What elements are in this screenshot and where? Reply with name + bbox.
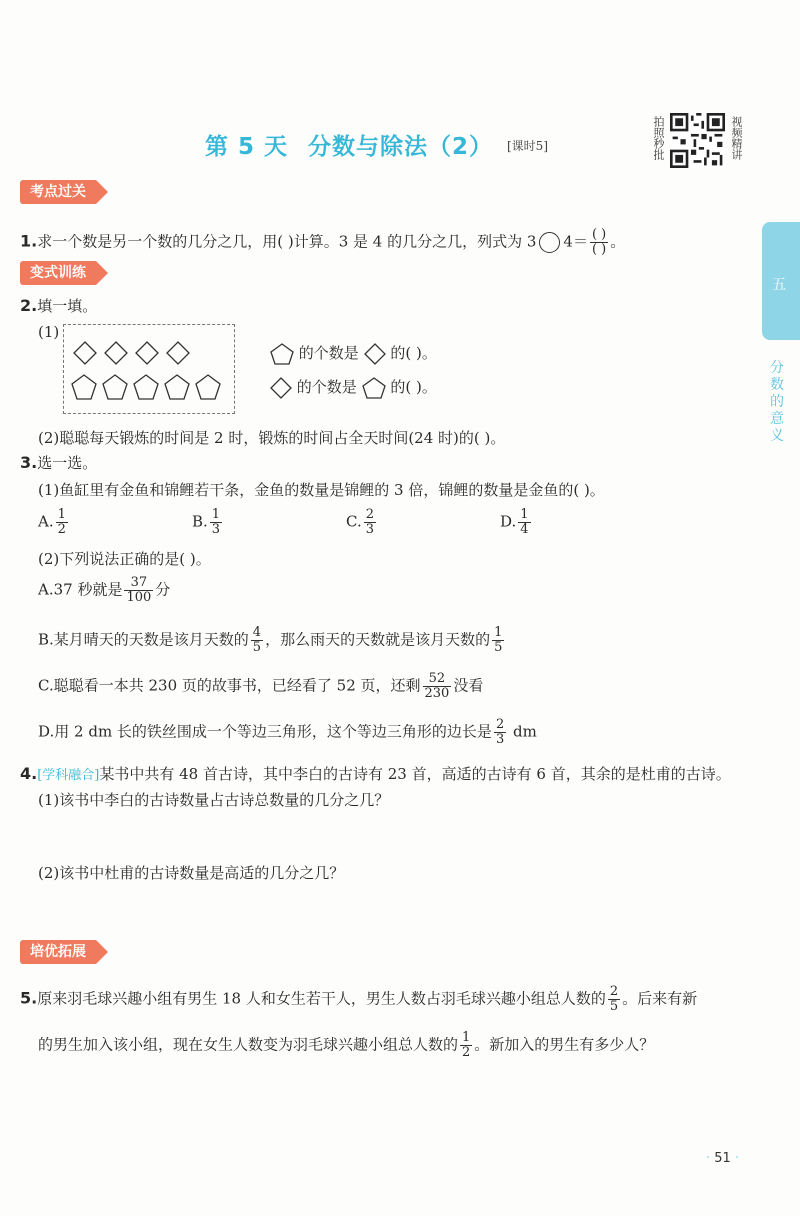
diamond-icon (167, 342, 189, 364)
q2-part1-label: (1) (38, 323, 60, 341)
q3-option-c[interactable]: C. $\frac{2}{3}$ (346, 507, 374, 537)
q5-line1-text: 原来羽毛球兴趣小组有男生 18 人和女生若干人，男生人数占羽毛球兴趣小组总人数的 (37, 989, 606, 1008)
q4-part1: (1)该书中李白的古诗数量占古诗总数量的几分之几？ (38, 791, 390, 809)
q3-option-a[interactable]: A. $\frac{1}{2}$ (38, 507, 66, 537)
page-number: · 51 · (706, 1151, 740, 1166)
qr-left-label: 拍照秒批 (652, 116, 665, 160)
chapter-tab-label: 五 (772, 277, 786, 293)
pentagon-row (70, 373, 230, 401)
q5-fraction-2: $\frac{1}{2}$ (462, 1030, 471, 1060)
diamond-icon (74, 342, 96, 364)
title-day: 第 5 天 (205, 134, 289, 160)
q2-line2-text-b: 的( )。 (390, 378, 437, 396)
question-5-line1 (20, 985, 697, 1014)
q3-option-d[interactable]: D. $\frac{1}{4}$ (500, 507, 529, 537)
pentagon-icon (103, 375, 127, 399)
pentagon-icon (165, 375, 189, 399)
q5-line2-end: 。新加入的男生有多少人？ (474, 1035, 655, 1054)
q5-line1-end: 。后来有新 (622, 989, 698, 1008)
q1-end: 。 (610, 232, 626, 251)
diamond-icon (270, 377, 292, 399)
pentagon-icon (134, 375, 158, 399)
q1-text: 求一个数是另一个数的几分之几，用( )计算。3 是 4 的几分之几，列式为 3 (37, 232, 537, 251)
diamond-row (72, 340, 202, 366)
section-bianshi: 变式训练 (20, 261, 96, 285)
question-2-title (20, 295, 97, 316)
q3-choice-c[interactable]: C.聪聪看一本共 230 页的故事书，已经看了 52 页，还剩 $\frac{52}{230}$ 没看 (38, 671, 484, 701)
page-title (205, 128, 493, 161)
q1-number: 1. (20, 231, 38, 251)
page-number-value: 51 (714, 1151, 731, 1166)
q5-fraction-1: $\frac{2}{5}$ (609, 984, 619, 1014)
q4-number: 4. (20, 764, 38, 783)
q3-choice-a[interactable]: A.37 秒就是 $\frac{37}{100}$ 分 (38, 575, 171, 605)
q3-option-b[interactable]: B. $\frac{1}{3}$ (192, 507, 221, 537)
question-5-line2 (38, 1031, 654, 1060)
q5-line2-text: 的男生加入该小组，现在女生人数变为羽毛球兴趣小组总人数的 (38, 1035, 459, 1054)
q3-choice-d[interactable]: D.用 2 dm 长的铁丝围成一个等边三角形，这个等边三角形的边长是 $\frac{2}{3}$ dm (38, 717, 537, 747)
pentagon-icon (362, 377, 386, 399)
q1-mid: 4＝ (563, 232, 588, 251)
q5-number: 5. (20, 988, 38, 1008)
qr-right-label: 视频精讲 (730, 116, 743, 160)
q3-part1: (1)鱼缸里有金鱼和锦鲤若干条，金鱼的数量是锦鲤的 3 倍，锦鲤的数量是金鱼的( )。 (38, 481, 605, 499)
q2-part2: (2)聪聪每天锻炼的时间是 2 时，锻炼的时间占全天时间(24 时)的( )。 (38, 429, 506, 447)
section-kaodian: 考点过关 (20, 180, 96, 204)
diamond-icon (136, 342, 158, 364)
q2-line1-text-a: 的个数是 (298, 344, 359, 362)
q2-p1-line2 (270, 376, 437, 399)
pentagon-icon (72, 375, 96, 399)
pentagon-icon (196, 375, 220, 399)
q2-number: 2. (20, 296, 38, 315)
question-1 (20, 228, 625, 257)
chapter-title: 分数的意义 (770, 360, 784, 444)
diamond-icon (105, 342, 127, 364)
q2-title: 填一填。 (37, 297, 98, 315)
diamond-icon (364, 343, 386, 365)
qr-code-icon[interactable] (670, 113, 725, 168)
q4-tag: [学科融合] (37, 768, 100, 783)
q2-p1-line1 (270, 342, 437, 365)
q4-part2: (2)该书中杜甫的古诗数量是高适的几分之几？ (38, 864, 345, 882)
section-peiyou: 培优拓展 (20, 940, 96, 964)
chapter-tab[interactable] (762, 222, 800, 340)
lesson-label: [课时5] (507, 139, 548, 153)
operator-blank[interactable] (539, 232, 560, 253)
q3-choice-b[interactable]: B.某月晴天的天数是该月天数的 $\frac{4}{5}$ ，那么雨天的天数就是该月天数的 $\frac{1}{5}$ (38, 625, 503, 655)
q3-number: 3. (20, 453, 38, 472)
q4-text: 某书中共有 48 首古诗，其中李白的古诗有 23 首，高适的古诗有 6 首，其余的是杜甫的古诗。 (99, 765, 731, 783)
q2-line2-text-a: 的个数是 (296, 378, 357, 396)
pentagon-icon (270, 343, 294, 365)
q2-line1-text-b: 的( )。 (390, 344, 437, 362)
q3-title: 选一选。 (37, 454, 98, 472)
question-3-title (20, 452, 97, 473)
title-topic: 分数与除法（2） (308, 134, 494, 160)
answer-fraction[interactable]: $\frac{( )}{( )}$ (591, 227, 607, 257)
question-4 (20, 763, 731, 784)
q3-part2: (2)下列说法正确的是( )。 (38, 550, 211, 568)
